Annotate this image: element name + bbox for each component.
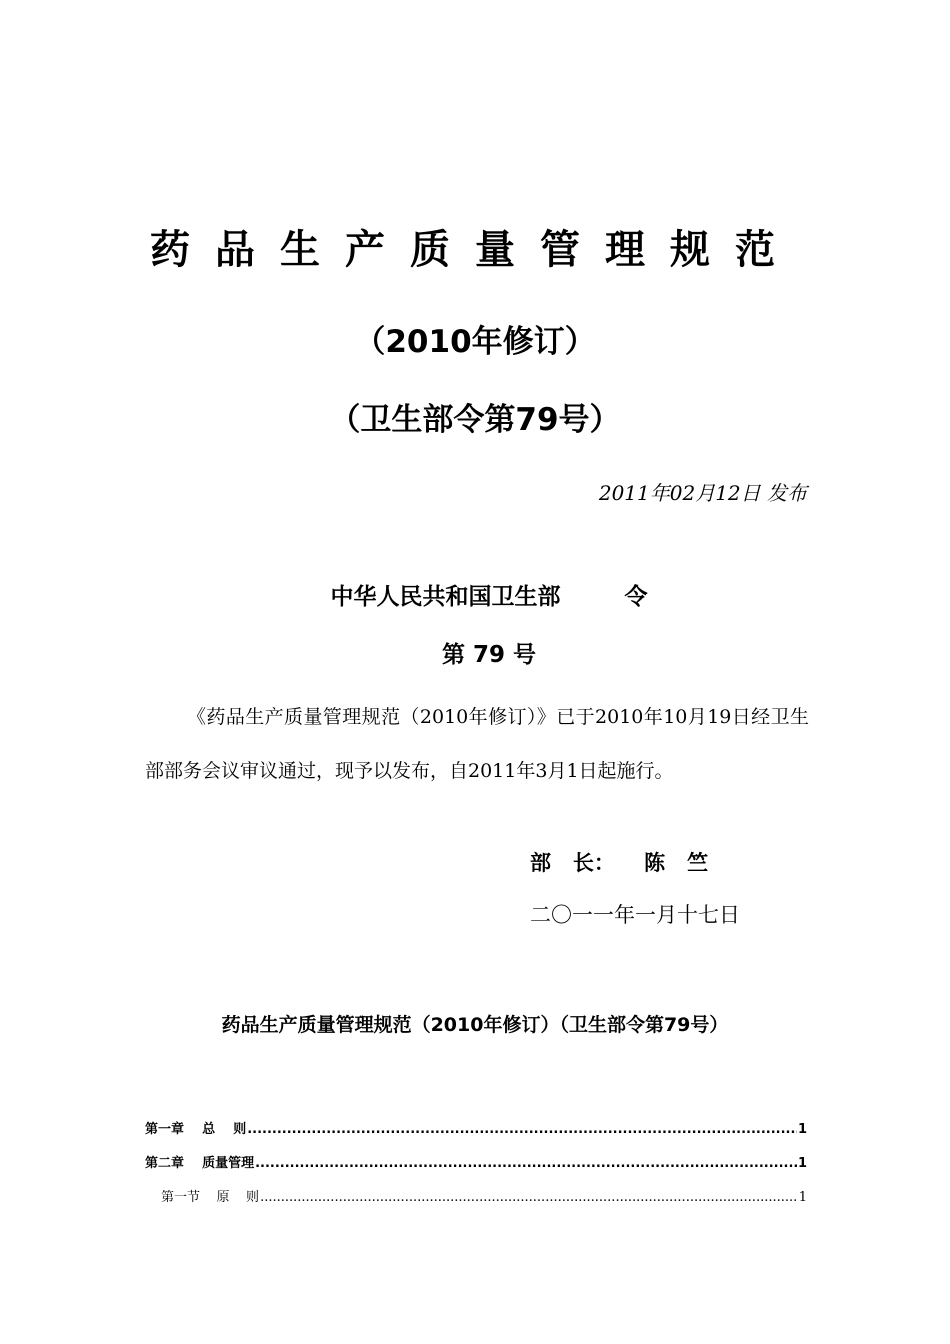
toc-entry-chapter-2[interactable]	[145, 1152, 807, 1186]
decree-number: 第 79 号	[441, 642, 537, 668]
toc-entry-chapter-1[interactable]	[145, 1118, 807, 1152]
revision-subtitle: （2010年修订）	[354, 324, 596, 360]
signature-date: 二〇一一年一月十七日	[530, 903, 740, 927]
decree-heading: 中华人民共和国卫生部 令	[330, 584, 648, 610]
toc-page-number: 1	[797, 1156, 807, 1171]
decree-body-paragraph: 《药品生产质量管理规范（2010年修订）》已于2010年10月19日经卫生部部务会议审议通过，现予以发布，自2011年3月1日起施行。	[145, 706, 809, 782]
order-subtitle: （卫生部令第79号）	[329, 402, 621, 438]
toc-page-number: 1	[798, 1190, 807, 1205]
toc-page-number: 1	[797, 1122, 807, 1137]
toc-leader-dots	[247, 1122, 797, 1137]
toc-entry-label: 第一章 总 则	[145, 1122, 247, 1137]
minister-signature: 部 长： 陈 竺	[530, 851, 709, 875]
toc-entry-label: 第二章 质量管理	[145, 1156, 255, 1171]
table-of-contents	[145, 1118, 807, 1220]
release-date: 2011年02月12日 发布	[598, 481, 807, 505]
toc-leader-dots	[260, 1190, 798, 1205]
document-title: 药品生产质量管理规范	[150, 227, 800, 273]
toc-leader-dots	[255, 1156, 797, 1171]
toc-title: 药品生产质量管理规范（2010年修订）（卫生部令第79号）	[221, 1014, 729, 1036]
toc-entry-label: 第一节 原 则	[161, 1190, 260, 1205]
toc-entry-section-1[interactable]	[145, 1186, 807, 1220]
